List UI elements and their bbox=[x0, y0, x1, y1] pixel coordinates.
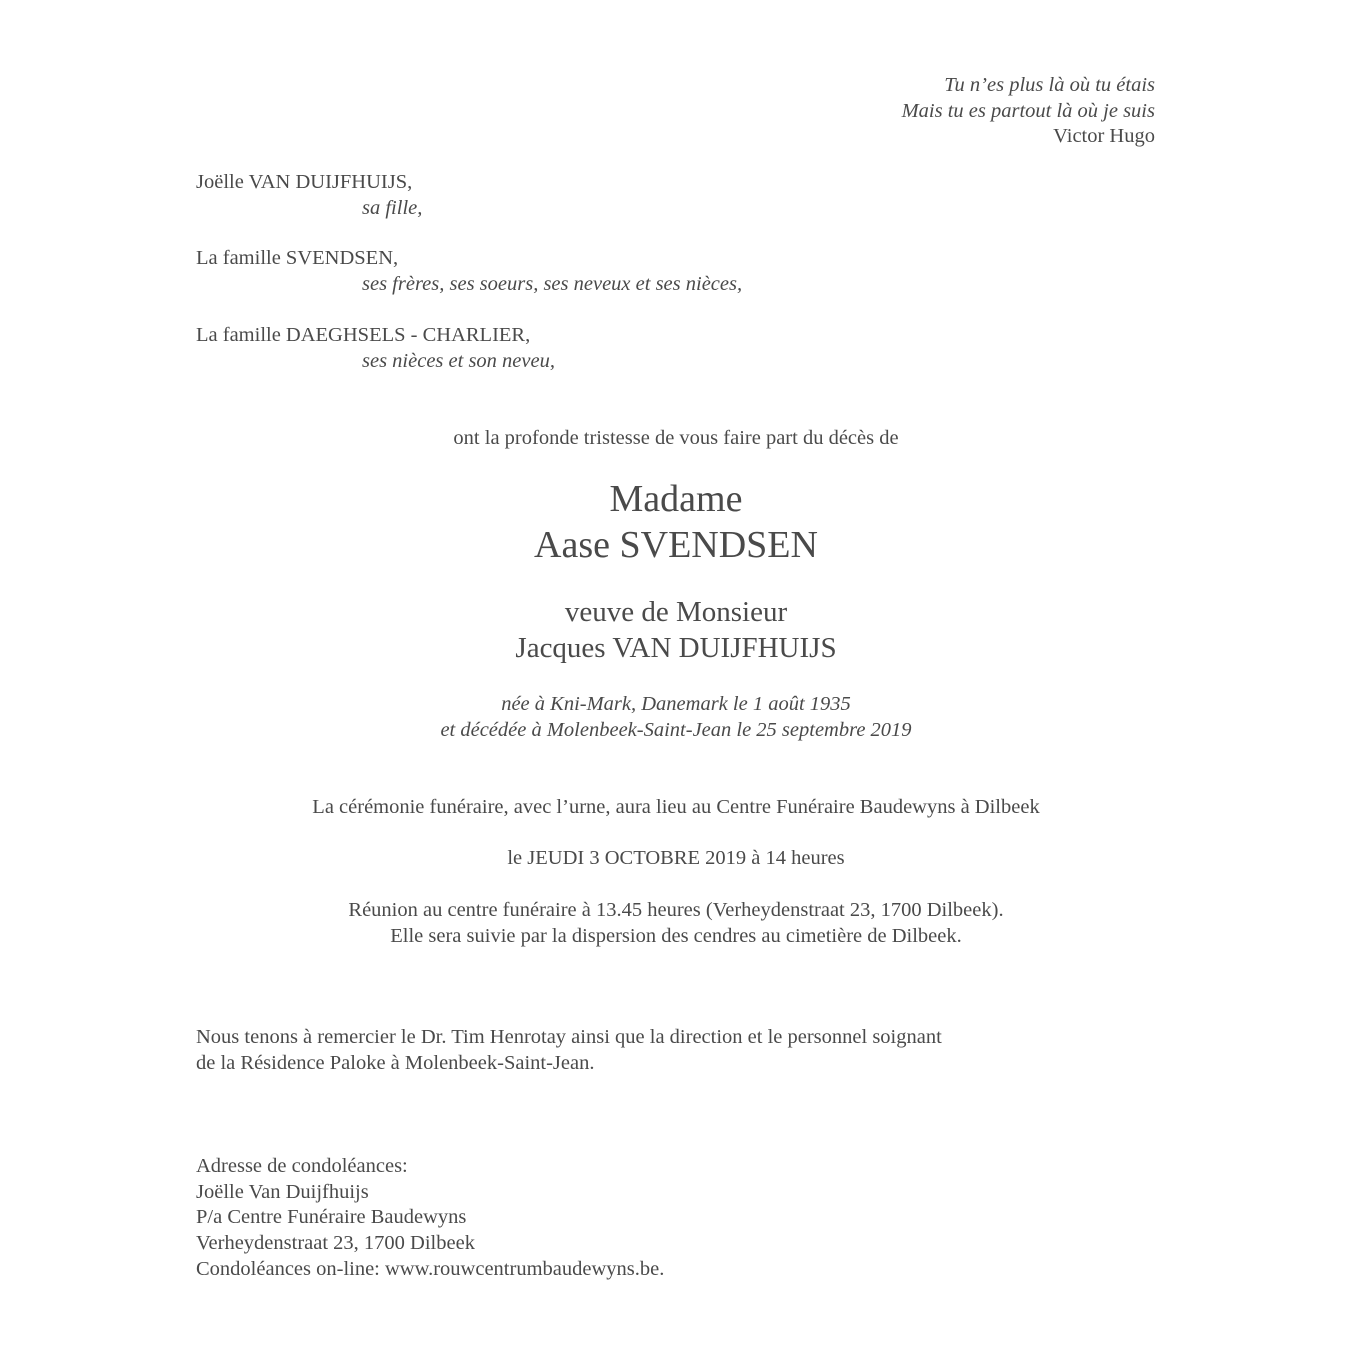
family-member-name: La famille DAEGHSELS - CHARLIER, bbox=[196, 324, 531, 346]
condolences-online: Condoléances on-line: www.rouwcentrumbaudewyns.be. bbox=[196, 1258, 665, 1280]
widow-of-line-1: veuve de Monsieur bbox=[564, 596, 788, 628]
condolences-heading: Adresse de condoléances: bbox=[196, 1155, 408, 1177]
birth-info: née à Kni-Mark, Danemark le 1 août 1935 bbox=[501, 693, 851, 715]
family-member-name: La famille SVENDSEN, bbox=[196, 247, 399, 269]
widow-of-line-2: Jacques VAN DUIJFHUIJS bbox=[515, 632, 837, 664]
family-member-relation: ses frères, ses soeurs, ses neveux et ses nièces, bbox=[362, 273, 743, 295]
condolences-line: Verheydenstraat 23, 1700 Dilbeek bbox=[196, 1232, 475, 1254]
family-member-name: Joëlle VAN DUIJFHUIJS, bbox=[196, 171, 413, 193]
quote-author: Victor Hugo bbox=[1053, 125, 1155, 147]
death-info: et décédée à Molenbeek-Saint-Jean le 25 septembre 2019 bbox=[440, 719, 912, 741]
thanks-line-1: Nous tenons à remercier le Dr. Tim Henrotay ainsi que la direction et le personnel soignant bbox=[196, 1026, 942, 1048]
quote-line-1: Tu n’es plus là où tu étais bbox=[944, 74, 1155, 96]
thanks-line-2: de la Résidence Paloke à Molenbeek-Saint-Jean. bbox=[196, 1052, 595, 1074]
ceremony-text: La cérémonie funéraire, avec l’urne, aura lieu au Centre Funéraire Baudewyns à Dilbeek bbox=[312, 796, 1040, 818]
condolences-line: P/a Centre Funéraire Baudewyns bbox=[196, 1206, 467, 1228]
deceased-name: Aase SVENDSEN bbox=[534, 524, 818, 566]
deceased-title: Madame bbox=[609, 478, 743, 520]
meeting-info: Réunion au centre funéraire à 13.45 heures (Verheydenstraat 23, 1700 Dilbeek). bbox=[348, 899, 1004, 921]
condolences-line: Joëlle Van Duijfhuijs bbox=[196, 1181, 369, 1203]
dispersion-info: Elle sera suivie par la dispersion des cendres au cimetière de Dilbeek. bbox=[390, 925, 962, 947]
family-member-relation: ses nièces et son neveu, bbox=[362, 350, 555, 372]
quote-line-2: Mais tu es partout là où je suis bbox=[901, 100, 1155, 122]
announcement-text: ont la profonde tristesse de vous faire part du décès de bbox=[453, 427, 899, 449]
family-member-relation: sa fille, bbox=[362, 197, 423, 219]
ceremony-date: le JEUDI 3 OCTOBRE 2019 à 14 heures bbox=[507, 847, 845, 869]
